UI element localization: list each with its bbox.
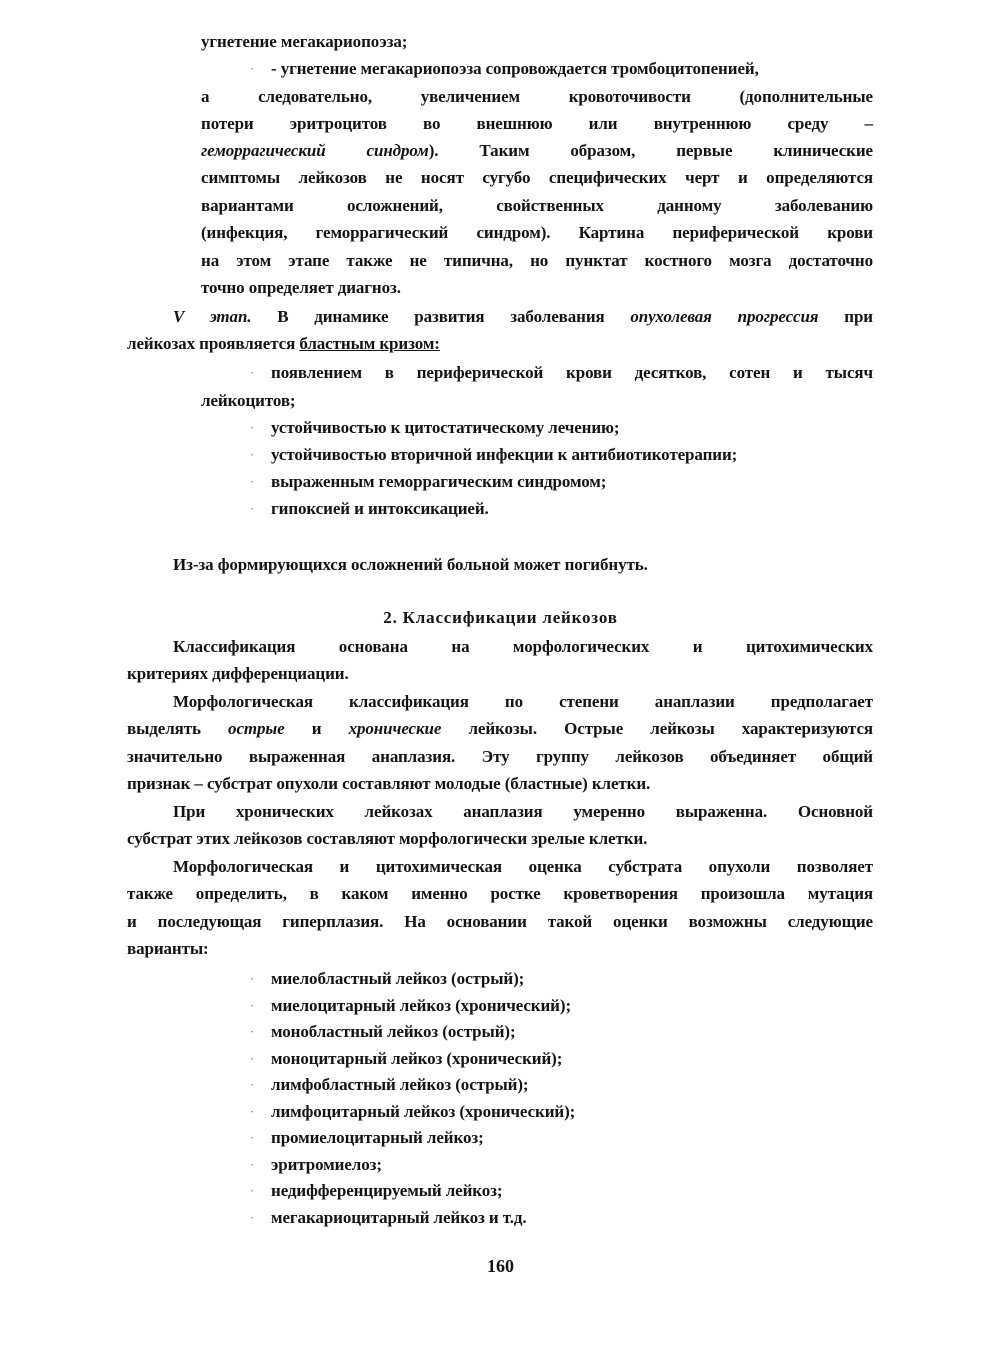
bullet-marker: ·	[250, 1210, 255, 1225]
text-line: угнетение мегакариопоэза;	[201, 32, 408, 51]
bullet-marker: ·	[250, 1104, 255, 1119]
list-item: промиелоцитарный лейкоз;	[271, 1128, 484, 1147]
text-fragment: при	[844, 307, 873, 326]
text-line: симптомы лейкозов не носят сугубо специфических черт и определяются	[201, 168, 873, 187]
list-item: миелоцитарный лейкоз (хронический);	[271, 996, 572, 1015]
bullet-marker: ·	[250, 420, 255, 435]
text-line: точно определяет диагноз.	[201, 278, 401, 297]
list-item: недифференцируемый лейкоз;	[271, 1181, 503, 1200]
emphasis-term: геморрагический синдром	[201, 141, 429, 160]
bullet-marker: ·	[250, 1157, 255, 1172]
bullet-marker: ·	[250, 1183, 255, 1198]
text-line: критериях дифференциации.	[127, 664, 349, 683]
text-line: При хронических лейкозах анаплазия умеренно выраженна. Основной	[173, 802, 873, 821]
bullet-marker: ·	[250, 1077, 255, 1092]
page-number: 160	[487, 1256, 514, 1276]
bullet-marker: ·	[250, 61, 255, 76]
list-item: лимфобластный лейкоз (острый);	[271, 1075, 529, 1094]
bullet-marker: ·	[250, 1130, 255, 1145]
emphasis-term: хронические	[348, 719, 442, 738]
text-line: вариантами осложнений, свойственных данному заболеванию	[201, 196, 873, 215]
list-item: лимфоцитарный лейкоз (хронический);	[271, 1102, 576, 1121]
bullet-marker: ·	[250, 447, 255, 462]
text-line: значительно выраженная анаплазия. Эту группу лейкозов объединяет общий	[127, 747, 873, 766]
text-fragment: и	[311, 719, 322, 738]
emphasis-term: опухолевая прогрессия	[630, 307, 819, 326]
text-fragment: В динамике развития заболевания	[277, 307, 605, 326]
section-heading: 2. Классификации лейкозов	[383, 608, 618, 627]
text-line: субстрат этих лейкозов составляют морфологически зрелые клетки.	[127, 829, 648, 848]
text-line: потери эритроцитов во внешнюю или внутреннюю среду –	[201, 114, 873, 133]
text-line: и последующая гиперплазия. На основании такой оценки возможны следующие	[127, 912, 873, 931]
text-line: Морфологическая и цитохимическая оценка субстрата опухоли позволяет	[173, 857, 873, 876]
underlined-term: бластным кризом:	[299, 334, 440, 353]
text-line	[201, 140, 873, 162]
list-item: гипоксией и интоксикацией.	[271, 499, 489, 518]
text-line: Из-за формирующихся осложнений больной может погибнуть.	[173, 555, 648, 574]
bullet-marker: ·	[250, 971, 255, 986]
text-fragment: ). Таким образом, первые клинические	[428, 141, 873, 160]
list-item: выраженным геморрагическим синдромом;	[271, 472, 607, 491]
text-line: - угнетение мегакариопоэза сопровождается тромбоцитопенией,	[271, 59, 759, 78]
list-item: мегакариоцитарный лейкоз и т.д.	[271, 1208, 527, 1227]
text-line: варианты:	[127, 939, 209, 958]
text-line: также определить, в каком именно ростке кроветворения произошла мутация	[127, 884, 873, 903]
list-item: миелобластный лейкоз (острый);	[271, 969, 525, 988]
bullet-marker: ·	[250, 1051, 255, 1066]
text-line	[127, 333, 440, 355]
list-item: монобластный лейкоз (острый);	[271, 1022, 516, 1041]
list-item: устойчивостью вторичной инфекции к антибиотикотерапии;	[271, 445, 738, 464]
text-line	[127, 718, 873, 740]
text-line: на этом этапе также не типична, но пунктат костного мозга достаточно	[201, 251, 873, 270]
list-item-continuation: лейкоцитов;	[201, 391, 296, 410]
list-item: появлением в периферической крови десятков, сотен и тысяч	[271, 363, 873, 382]
list-item: устойчивостью к цитостатическому лечению;	[271, 418, 620, 437]
bullet-marker: ·	[250, 998, 255, 1013]
bullet-marker: ·	[250, 1024, 255, 1039]
bullet-marker: ·	[250, 474, 255, 489]
text-line	[173, 306, 873, 328]
list-item: моноцитарный лейкоз (хронический);	[271, 1049, 563, 1068]
text-line: признак – субстрат опухоли составляют молодые (бластные) клетки.	[127, 774, 651, 793]
list-item: эритромиелоз;	[271, 1155, 382, 1174]
text-line: а следовательно, увеличением кровоточивости (дополнительные	[201, 87, 873, 106]
stage-label: V этап.	[173, 307, 252, 326]
text-fragment: выделять	[127, 719, 201, 738]
text-line: (инфекция, геморрагический синдром). Картина периферической крови	[201, 223, 873, 242]
bullet-marker: ·	[250, 365, 255, 380]
text-line: Классификация основана на морфологических и цитохимических	[173, 637, 873, 656]
text-line: Морфологическая классификация по степени анаплазии предполагает	[173, 692, 873, 711]
text-fragment: лейкозах проявляется	[127, 334, 296, 353]
emphasis-term: острые	[228, 719, 285, 738]
bullet-marker: ·	[250, 501, 255, 516]
text-fragment: лейкозы. Острые лейкозы характеризуются	[468, 719, 874, 738]
